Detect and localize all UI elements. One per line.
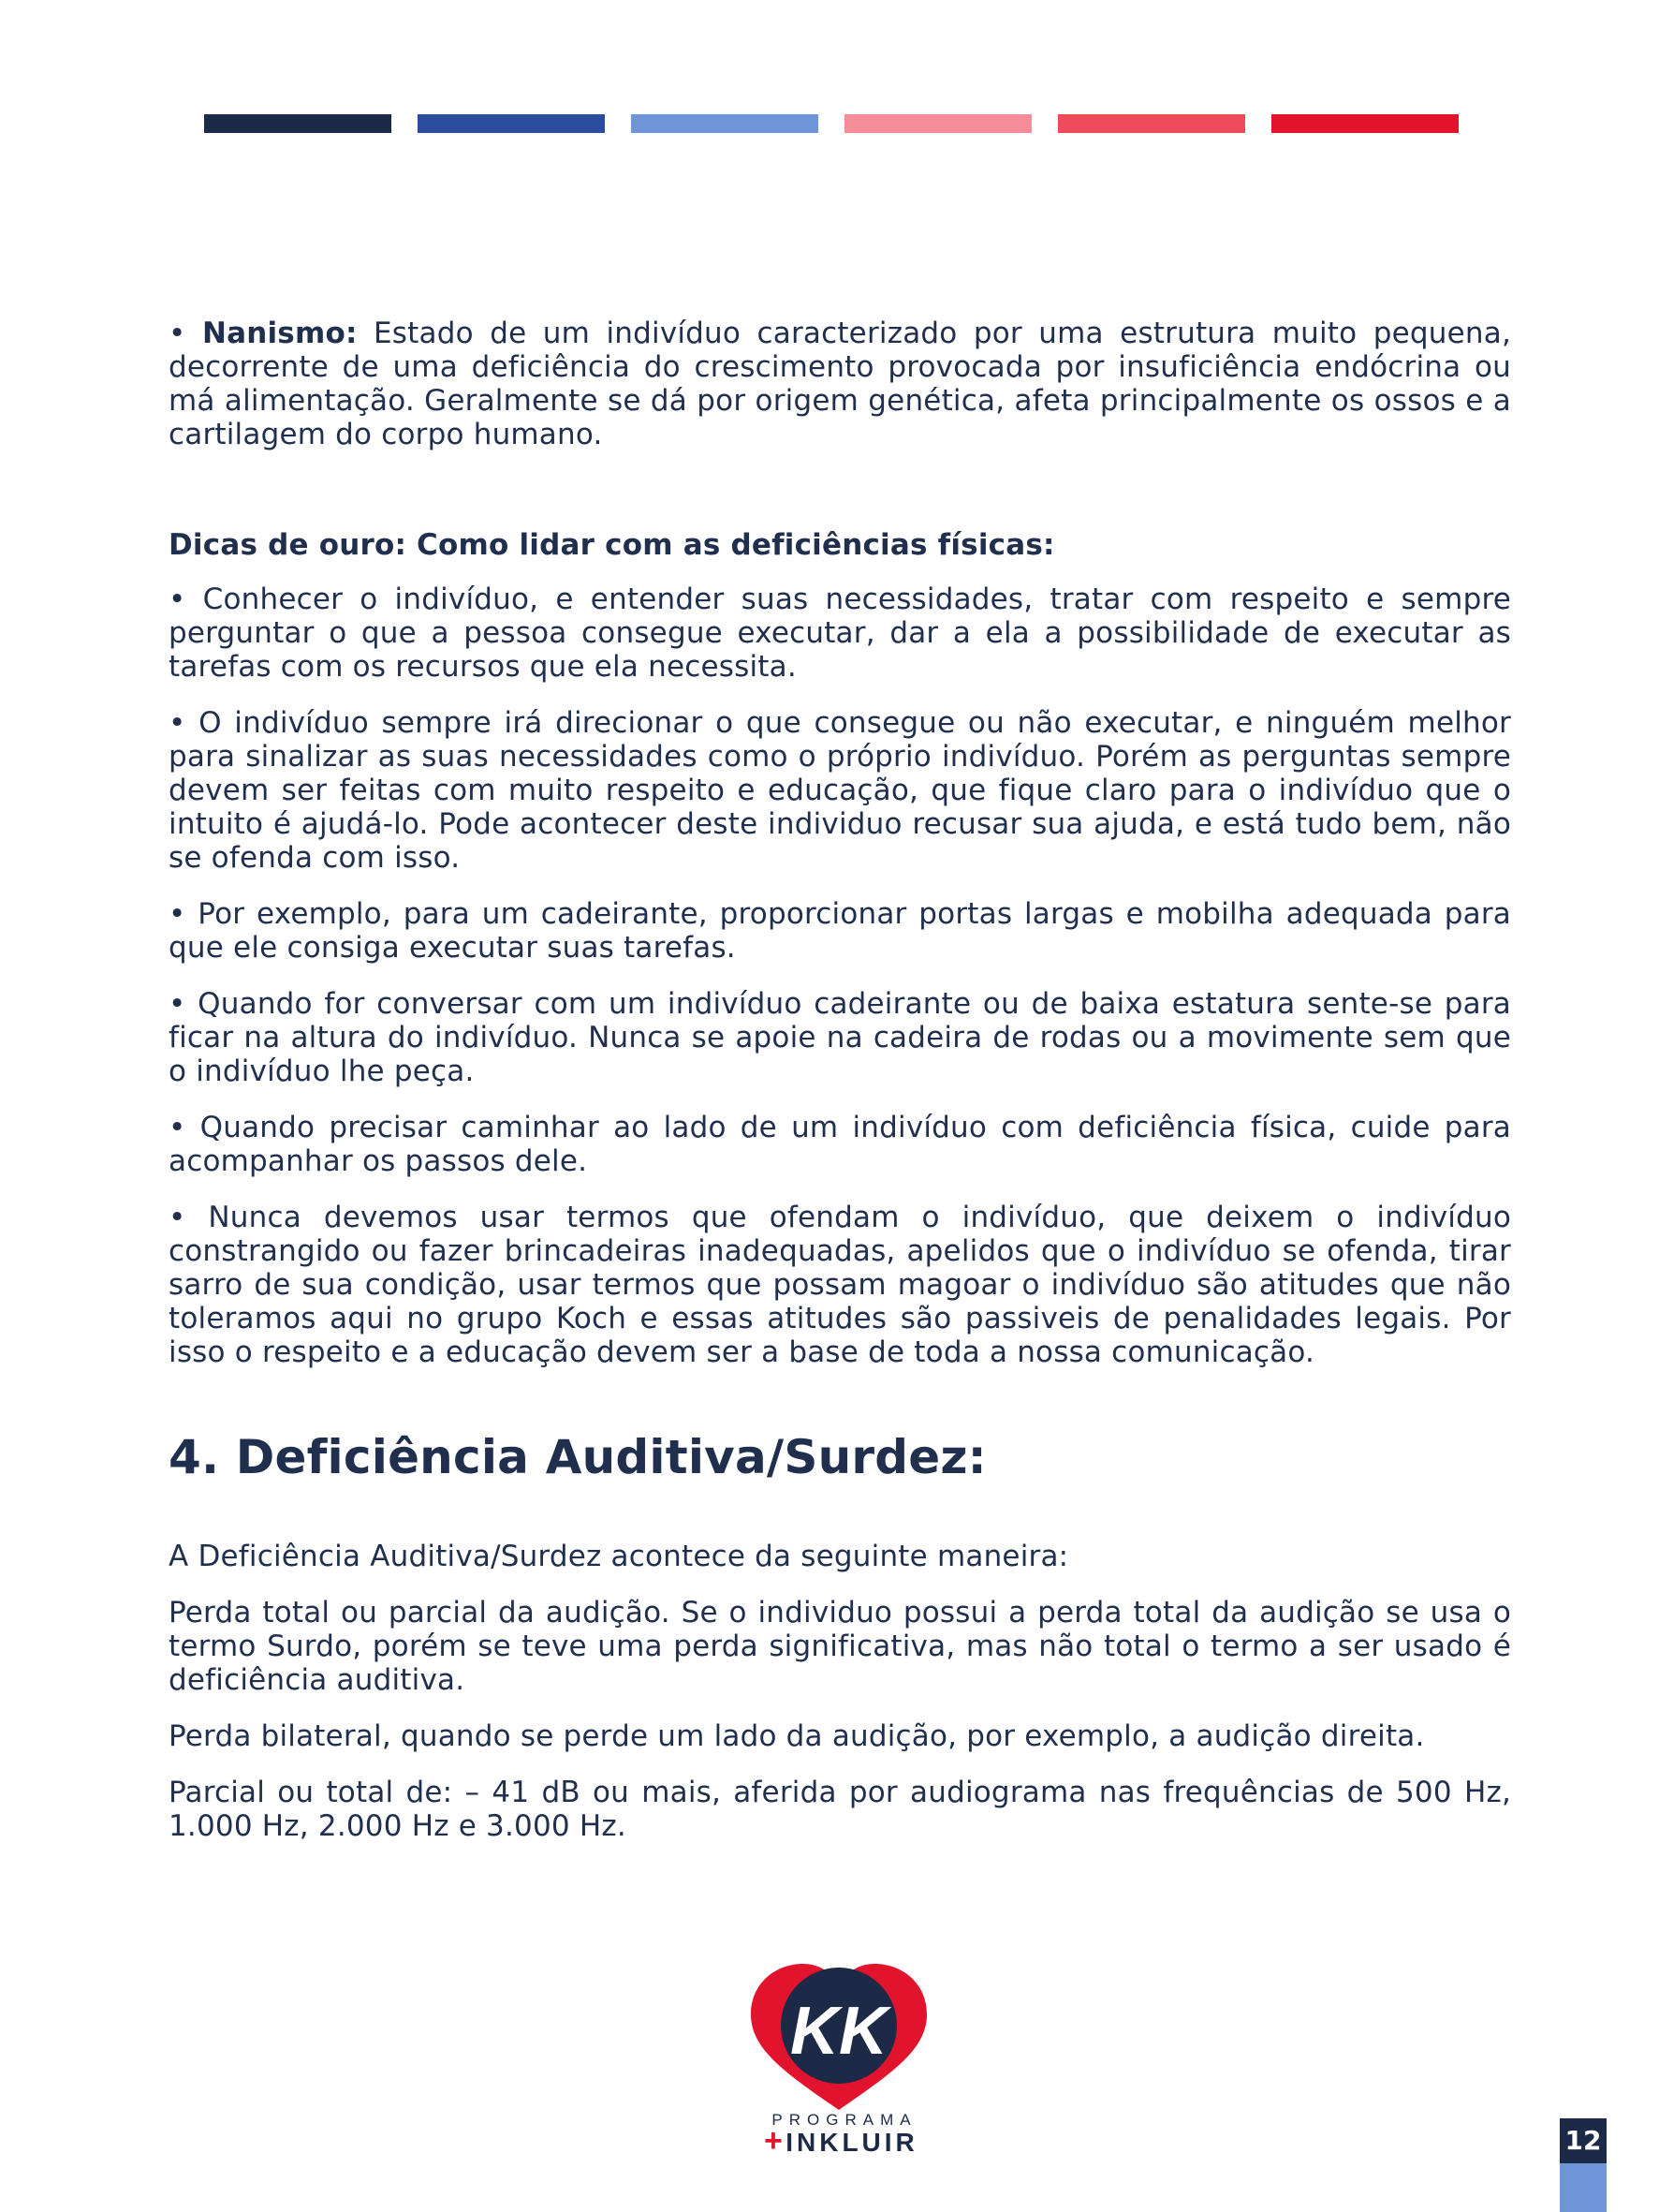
page-number-tab: [1560, 2118, 1607, 2212]
tip-item: • O indivíduo sempre irá direcionar o que consegue ou não executar, e ninguém melhor para sinalizar as suas necessidades como o próprio indivíduo. Porém as perguntas sempre devem ser feitas com muito respeito e educação, que fique claro para o indivíduo que o intuito é ajudá-lo. Pode acontecer deste individuo recusar sua ajuda, e está tudo bem, não se ofenda com isso.: [169, 706, 1511, 875]
tip-item: • Quando for conversar com um indivíduo cadeirante ou de baixa estatura sente-se para ficar na altura do indivíduo. Nunca se apoie na cadeira de rodas ou a movimente sem que o indivíduo lhe peça.: [169, 987, 1511, 1088]
tips-heading: Dicas de ouro: Como lidar com as deficiências físicas:: [169, 528, 1055, 562]
stripe-5: [1058, 114, 1245, 133]
tip-item: • Nunca devemos usar termos que ofendam o indivíduo, que deixem o indivíduo constrangido ou fazer brincadeiras inadequadas, apelidos que o indivíduo se ofenda, tirar sarro de sua condição, usar termos que possam magoar o indivíduo são atitudes que não toleramos aqui no grupo Koch e essas atitudes são passiveis de penalidades legais. Por isso o respeito e a educação devem ser a base de toda a nossa comunicação.: [169, 1201, 1511, 1369]
section-paragraph: A Deficiência Auditiva/Surdez acontece da seguinte maneira:: [169, 1540, 1069, 1573]
page-content: [169, 317, 1511, 1865]
programa-inkluir-logo: [747, 1960, 931, 2157]
section-paragraph: Perda bilateral, quando se perde um lado da audição, por exemplo, a audição direita.: [169, 1719, 1425, 1753]
logo-bottom-text: INKLUIR: [785, 2128, 918, 2157]
header-color-stripes: [0, 114, 1659, 133]
section-title: 4. Deficiência Auditiva/Surdez:: [169, 1430, 987, 1484]
logo-top-text: PROGRAMA: [771, 2111, 918, 2129]
heart-logo-icon: [747, 1960, 931, 2157]
nanismo-paragraph: [169, 317, 1511, 451]
section-paragraph: Perda total ou parcial da audição. Se o individuo possui a perda total da audição se usa o termo Surdo, porém se teve uma perda significativa, mas não total o termo a ser usado é deficiência auditiva.: [169, 1596, 1511, 1697]
stripe-3: [631, 114, 818, 133]
bullet: •: [169, 317, 186, 350]
svg-text:+: +: [764, 2123, 783, 2157]
nanismo-term: Nanismo:: [201, 317, 358, 350]
section-paragraph: Parcial ou total de: – 41 dB ou mais, aferida por audiograma nas frequências de 500 Hz, 1.000 Hz, 2.000 Hz e 3.000 Hz.: [169, 1776, 1511, 1843]
stripe-6: [1271, 114, 1459, 133]
nanismo-text: Estado de um indivíduo caracterizado por uma estrutura muito pequena, decorrente de uma deficiência do crescimento provocada por insuficiência endócrina ou má alimentação. Geralmente se dá por origem genética, afeta principalmente os ossos e a cartilagem do corpo humano.: [169, 317, 1512, 451]
page-number: 12: [1560, 2118, 1607, 2163]
stripe-2: [418, 114, 605, 133]
logo-letters: KK: [790, 1994, 888, 2069]
tip-item: • Conhecer o indivíduo, e entender suas necessidades, tratar com respeito e sempre perguntar o que a pessoa consegue executar, dar a ela a possibilidade de executar as tarefas com os recursos que ela necessita.: [169, 582, 1511, 684]
stripe-1: [204, 114, 391, 133]
tip-item: • Quando precisar caminhar ao lado de um indivíduo com deficiência física, cuide para acompanhar os passos dele.: [169, 1111, 1511, 1178]
tip-item: • Por exemplo, para um cadeirante, proporcionar portas largas e mobilha adequada para que ele consiga executar suas tarefas.: [169, 897, 1511, 965]
stripe-4: [844, 114, 1032, 133]
